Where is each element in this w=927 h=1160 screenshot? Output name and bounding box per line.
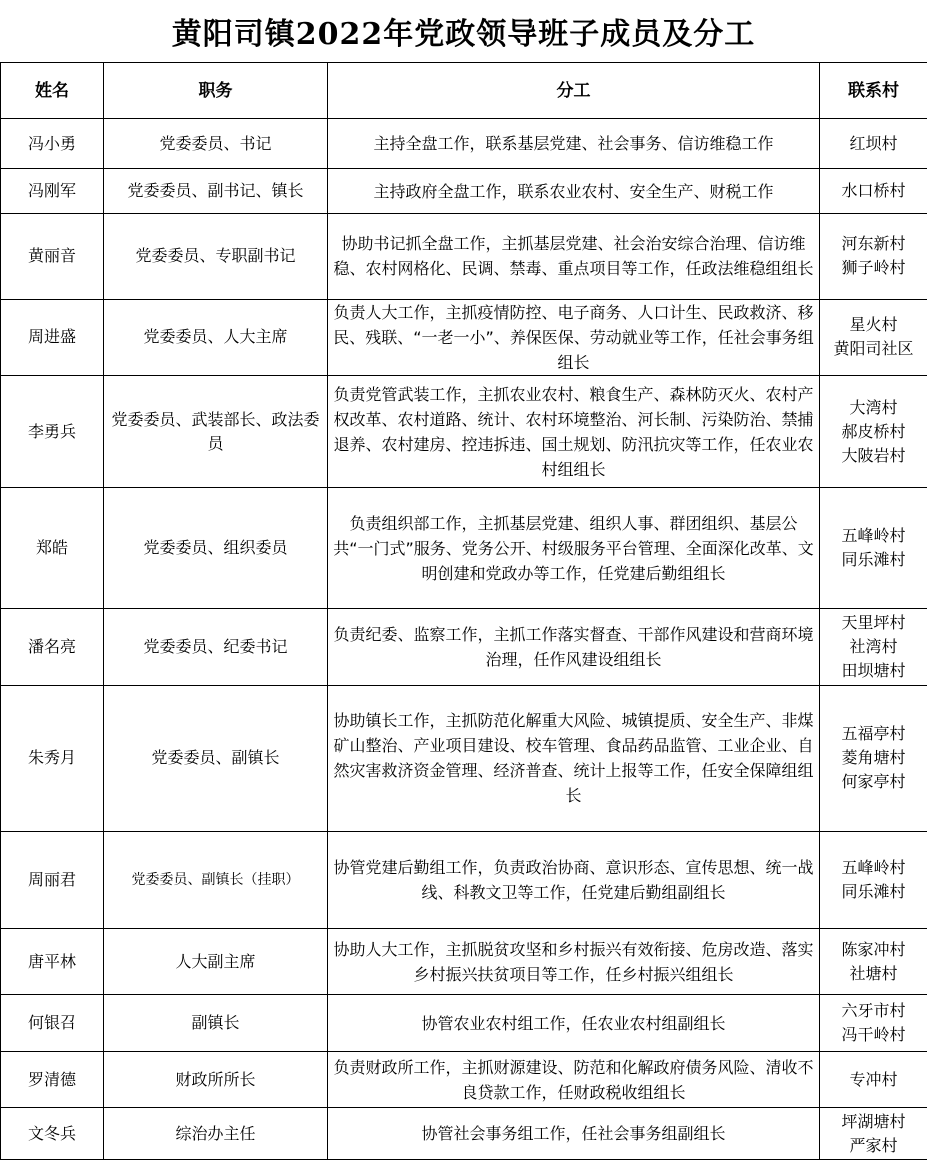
table-row [1, 169, 927, 213]
cell-duty: 负责纪委、监察工作，主抓工作落实督查、干部作风建设和营商环境治理，任作风建设组组长 [328, 609, 820, 686]
table-row [1, 299, 927, 376]
village-name: 天里坪村 [841, 613, 906, 632]
table-row [1, 832, 927, 929]
cell-name: 黄丽音 [1, 213, 104, 299]
cell-villages [820, 1051, 927, 1107]
cell-name: 文冬兵 [1, 1108, 104, 1160]
cell-villages [820, 299, 927, 376]
table-row [1, 488, 927, 609]
village-name: 大陂岩村 [841, 445, 906, 465]
village-name: 星火村 [849, 315, 898, 335]
table-row [1, 376, 927, 488]
cell-duty: 协管党建后勤组工作，负责政治协商、意识形态、宣传思想、统一战线、科教文卫等工作，任党建后勤组副组长 [328, 832, 820, 929]
cell-duty: 负责人大工作，主抓疫情防控、电子商务、人口计生、民政救济、移民、残联、“一老一小”、养保医保、劳动就业等工作，任社会事务组组长 [328, 299, 820, 376]
village-name: 同乐滩村 [841, 881, 906, 901]
header-villages: 联系村 [820, 63, 927, 119]
cell-position: 人大副主席 [104, 928, 328, 995]
cell-position: 党委委员、组织委员 [104, 488, 328, 609]
cell-position: 党委委员、书记 [104, 119, 328, 169]
village-name: 五峰岭村 [841, 526, 906, 546]
village-name: 菱角塘村 [841, 748, 906, 768]
cell-name: 何银召 [1, 995, 104, 1051]
village-name: 狮子岭村 [841, 258, 906, 278]
village-name: 大湾村 [849, 397, 898, 417]
cell-duty: 主持政府全盘工作，联系农业农村、安全生产、财税工作 [328, 169, 820, 213]
village-name: 坪湖塘村 [841, 1111, 906, 1131]
table-row [1, 609, 927, 686]
cell-duty: 负责组织部工作，主抓基层党建、组织人事、群团组织、基层公共“一门式”服务、党务公开、村级服务平台管理、全面深化改革、文明创建和党政办等工作，任党建后勤组组长 [328, 488, 820, 609]
table-row [1, 1108, 927, 1160]
cell-position: 综治办主任 [104, 1108, 328, 1160]
village-name: 同乐滩村 [841, 550, 906, 570]
cell-duty: 负责党管武装工作，主抓农业农村、粮食生产、森林防灭火、农村产权改革、农村道路、统计、农村环境整治、河长制、污染防治、禁捕退养、农村建房、控违拆违、国土规划、防汛抗灾等工作，任农业农村组组长 [328, 376, 820, 488]
cell-duty: 负责财政所工作，主抓财源建设、防范和化解政府债务风险、清收不良贷款工作，任财政税收组组长 [328, 1051, 820, 1107]
cell-villages [820, 928, 927, 995]
village-name: 陈家冲村 [841, 939, 906, 959]
header-duty: 分工 [328, 63, 820, 119]
village-name: 何家亭村 [841, 772, 906, 792]
cell-name: 李勇兵 [1, 376, 104, 488]
table-row [1, 119, 927, 169]
cell-villages [820, 609, 927, 686]
cell-position: 党委委员、副镇长（挂职） [104, 832, 328, 929]
village-name: 专冲村 [849, 1069, 898, 1089]
cell-duty: 协管社会事务组工作，任社会事务组副组长 [328, 1108, 820, 1160]
cell-name: 罗清德 [1, 1051, 104, 1107]
cell-position: 党委委员、纪委书记 [104, 609, 328, 686]
cell-villages [820, 832, 927, 929]
cell-name: 郑皓 [1, 488, 104, 609]
village-name: 河东新村 [841, 234, 906, 254]
table-row [1, 1051, 927, 1107]
leadership-table [0, 62, 927, 1160]
cell-duty: 主持全盘工作，联系基层党建、社会事务、信访维稳工作 [328, 119, 820, 169]
cell-villages [820, 685, 927, 831]
village-name: 水口桥村 [841, 181, 906, 201]
village-name: 社湾村 [849, 637, 898, 656]
cell-position: 党委委员、专职副书记 [104, 213, 328, 299]
village-name: 社塘村 [849, 963, 898, 983]
village-name: 田坝塘村 [841, 661, 906, 680]
cell-name: 朱秀月 [1, 685, 104, 831]
cell-position: 副镇长 [104, 995, 328, 1051]
cell-villages [820, 119, 927, 169]
cell-name: 周丽君 [1, 832, 104, 929]
cell-position: 财政所所长 [104, 1051, 328, 1107]
cell-name: 潘名亮 [1, 609, 104, 686]
cell-position: 党委委员、副书记、镇长 [104, 169, 328, 213]
header-row [1, 63, 927, 119]
village-name: 六牙市村 [841, 1001, 906, 1021]
cell-duty: 协管农业农村组工作，任农业农村组副组长 [328, 995, 820, 1051]
cell-name: 冯小勇 [1, 119, 104, 169]
cell-duty: 协助人大工作，主抓脱贫攻坚和乡村振兴有效衔接、危房改造、落实乡村振兴扶贫项目等工作，任乡村振兴组组长 [328, 928, 820, 995]
cell-villages [820, 488, 927, 609]
cell-villages [820, 169, 927, 213]
cell-name: 冯刚军 [1, 169, 104, 213]
document-title: 黄阳司镇2022年党政领导班子成员及分工 [171, 17, 756, 52]
village-name: 郝皮桥村 [841, 421, 906, 441]
cell-duty: 协助镇长工作，主抓防范化解重大风险、城镇提质、安全生产、非煤矿山整治、产业项目建设、校车管理、食品药品监管、工业企业、自然灾害救济资金管理、经济普查、统计上报等工作，任安全保障组组长 [328, 685, 820, 831]
cell-position: 党委委员、副镇长 [104, 685, 328, 831]
cell-position: 党委委员、武装部长、政法委员 [104, 376, 328, 488]
header-position: 职务 [104, 63, 328, 119]
table-row [1, 928, 927, 995]
village-name: 黄阳司社区 [833, 339, 914, 359]
village-name: 冯干岭村 [841, 1025, 906, 1045]
cell-name: 周进盛 [1, 299, 104, 376]
village-name: 红坝村 [849, 133, 898, 153]
cell-villages [820, 213, 927, 299]
table-row [1, 995, 927, 1051]
village-name: 五峰岭村 [841, 857, 906, 877]
village-name: 五福亭村 [841, 724, 906, 744]
village-name: 严家村 [849, 1135, 898, 1155]
cell-position: 党委委员、人大主席 [104, 299, 328, 376]
cell-duty: 协助书记抓全盘工作，主抓基层党建、社会治安综合治理、信访维稳、农村网格化、民调、禁毒、重点项目等工作，任政法维稳组组长 [328, 213, 820, 299]
table-row [1, 685, 927, 831]
cell-villages [820, 995, 927, 1051]
table-row [1, 213, 927, 299]
cell-villages [820, 1108, 927, 1160]
header-name: 姓名 [1, 63, 104, 119]
cell-villages [820, 376, 927, 488]
cell-name: 唐平林 [1, 928, 104, 995]
